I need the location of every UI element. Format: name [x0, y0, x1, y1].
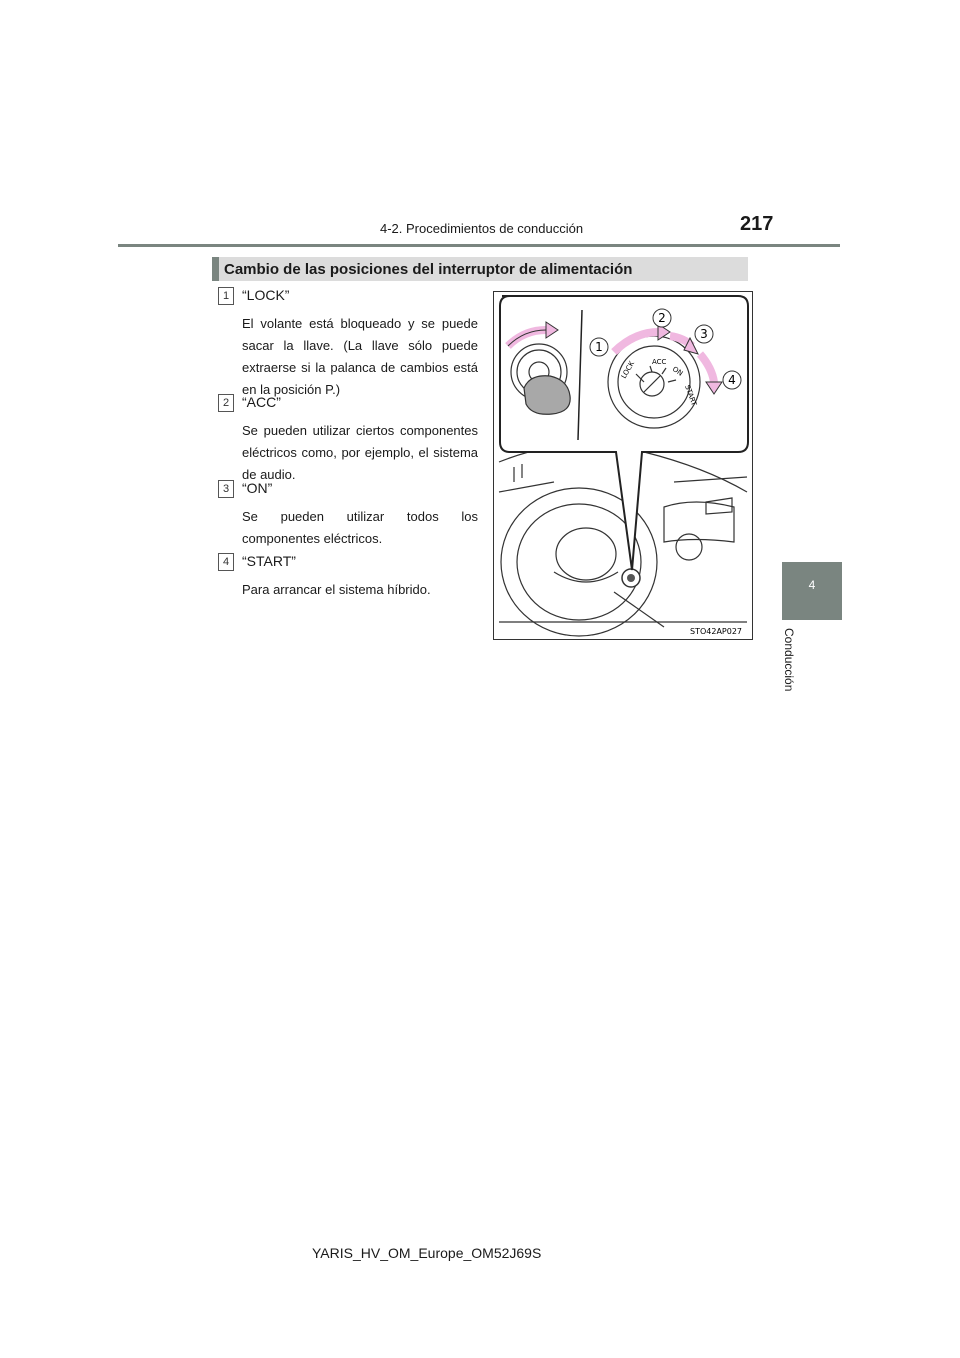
illustration-svg: [494, 292, 752, 639]
list-item: [218, 553, 480, 601]
section-title: Cambio de las posiciones del interruptor de alimentación: [224, 261, 633, 278]
item-number-badge: 2: [218, 394, 234, 412]
item-description: Se pueden utilizar ciertos componentes eléctricos como, por ejemplo, el sistema de audio.: [242, 423, 478, 482]
header-section-title: 4-2. Procedimientos de conducción: [380, 221, 584, 236]
list-item: [218, 394, 480, 482]
switch-label-acc: ACC: [652, 358, 667, 366]
item-description: Para arrancar el sistema híbrido.: [242, 582, 431, 597]
switch-label-lock: LOCK: [619, 359, 637, 380]
chapter-name-vertical: [772, 628, 822, 698]
item-number-badge: 4: [218, 553, 234, 571]
item-title: “LOCK”: [242, 287, 290, 303]
document-id: YARIS_HV_OM_Europe_OM52J69S: [312, 1245, 542, 1261]
list-item: [218, 287, 480, 397]
callout-3: 3: [700, 327, 708, 341]
item-number-badge: 3: [218, 480, 234, 498]
item-description: Se pueden utilizar todos los componentes eléctricos.: [242, 509, 478, 546]
figure-code: STO42AP027: [690, 627, 743, 636]
page-number: 217: [740, 213, 774, 235]
item-number-badge: 1: [218, 287, 234, 305]
switch-label-on: ON: [670, 365, 685, 378]
chapter-name: Conducción: [782, 628, 796, 692]
power-switch-illustration: [493, 291, 753, 640]
item-description: El volante está bloqueado y se puede sacar la llave. (La llave sólo puede extraerse si la palanca de cambios está en la posición P.): [242, 316, 478, 397]
item-title: “ACC”: [242, 394, 281, 410]
callout-1: 1: [595, 340, 603, 354]
switch-label-start: START: [683, 383, 699, 407]
item-title: “START”: [242, 553, 296, 569]
item-title: “ON”: [242, 480, 273, 496]
chapter-number: 4: [808, 578, 816, 592]
header-divider: [118, 244, 840, 247]
list-item: [218, 480, 480, 546]
callout-4: 4: [728, 373, 736, 387]
section-title-accent: [212, 257, 219, 281]
callout-2: 2: [658, 311, 666, 325]
